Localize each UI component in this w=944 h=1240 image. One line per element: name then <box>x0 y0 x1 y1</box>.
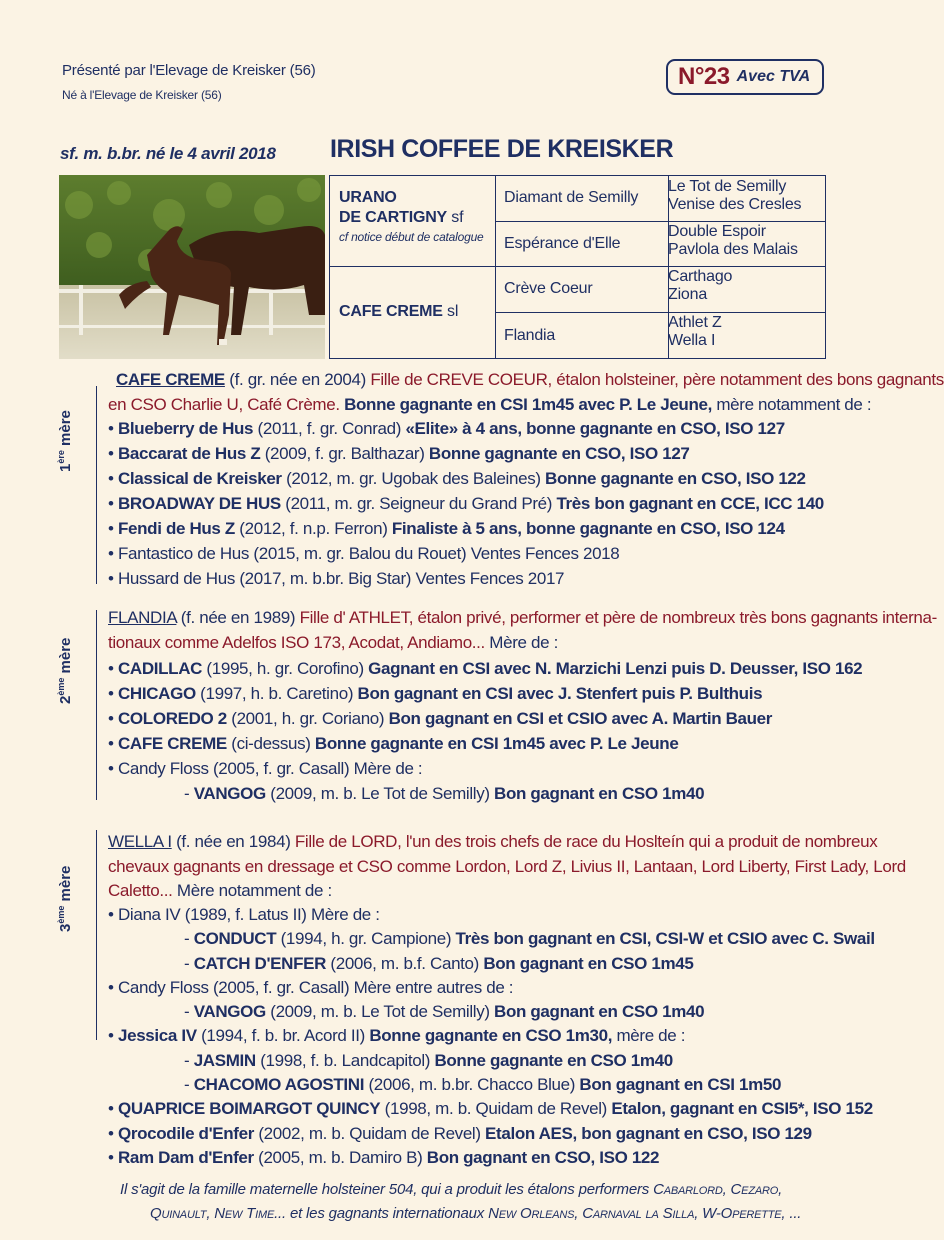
sire-name: URANO <box>339 189 397 206</box>
offspring-row <box>108 569 564 589</box>
offspring-name: CAFE CREME <box>117 734 227 753</box>
sire-note: cf notice début de catalogue <box>339 230 484 244</box>
offspring-performance: Finaliste à 5 ans, bonne gagnante en CSO, ISO 124 <box>391 519 785 538</box>
offspring-name: Classical de Kreisker <box>117 469 282 488</box>
offspring-name: Fantastico de Hus <box>117 544 250 563</box>
offspring-name: Baccarat de Hus Z <box>117 444 261 463</box>
offspring-performance: Gagnant en CSI avec N. Marzichi Lenzi puis D. Deusser, ISO 162 <box>368 659 863 678</box>
m1-line-2: en CSO Charlie U, Café Crème. Bonne gagnante en CSI 1m45 avec P. Le Jeune, mère notamment de : <box>108 395 872 414</box>
ds-name: Crève Coeur <box>504 280 593 297</box>
offspring-performance: Très bon gagnant en CCE, ICC 140 <box>556 494 824 513</box>
m3-vangog: - VANGOG (2009, m. b. Le Tot de Semilly) Bon gagnant en CSO 1m40 <box>184 1002 705 1021</box>
m2-candy: • Candy Floss (2005, f. gr. Casall) Mère de : <box>108 759 423 778</box>
m2-line-2: tionaux comme Adelfos ISO 173, Acodat, Andiamo... Mère de : <box>108 633 558 652</box>
m3-candy: • Candy Floss (2005, f. gr. Casall) Mère entre autres de : <box>108 978 514 997</box>
rank-rule-3 <box>96 830 97 1040</box>
dds-name: Athlet Z <box>668 314 722 331</box>
sss-name: Le Tot de Semilly <box>668 178 787 195</box>
m3-quaprice: • QUAPRICE BOIMARGOT QUINCY (1998, m. b. Quidam de Revel) Etalon, gagnant en CSI5*, ISO 152 <box>108 1099 873 1118</box>
offspring-info: (ci-dessus) <box>226 734 315 753</box>
bullet-icon: • <box>108 444 114 463</box>
bullet-icon: • <box>108 684 114 703</box>
bullet-icon: • <box>108 709 114 728</box>
sd-name: Espérance d'Elle <box>504 235 621 252</box>
bullet-icon: • <box>108 469 114 488</box>
offspring-performance: Ventes Fences 2017 <box>415 569 565 588</box>
bullet-icon: • <box>108 569 114 588</box>
bullet-icon: • <box>108 734 114 753</box>
rank-label-3: 3ème mère <box>56 865 74 932</box>
ssd-name: Venise des Cresles <box>668 196 802 213</box>
dd-cell <box>495 312 669 359</box>
offspring-info: (2001, h. gr. Coriano) <box>226 709 389 728</box>
horse-photo-illustration <box>59 175 325 359</box>
offspring-info: (2012, m. gr. Ugobak des Baleines) <box>281 469 546 488</box>
ss-name: Diamant de Semilly <box>504 189 639 206</box>
bullet-icon: • <box>108 419 114 438</box>
offspring-name: CHICAGO <box>117 684 196 703</box>
offspring-name: Fendi de Hus Z <box>117 519 235 538</box>
dss-name: Carthago <box>668 268 733 285</box>
ddd-name: Wella I <box>668 332 716 349</box>
offspring-row <box>108 544 619 564</box>
offspring-info: (1997, h. b. Caretino) <box>195 684 358 703</box>
offspring-performance: «Elite» à 4 ans, bonne gagnante en CSO, ISO 127 <box>405 419 785 438</box>
offspring-row <box>108 734 678 754</box>
offspring-performance: Ventes Fences 2018 <box>470 544 620 563</box>
offspring-performance: Bon gagnant en CSI avec J. Stenfert puis P. Bulthuis <box>357 684 763 703</box>
offspring-name: COLOREDO 2 <box>117 709 227 728</box>
bullet-icon: • <box>108 519 114 538</box>
offspring-performance: Bonne gagnante en CSI 1m45 avec P. Le Jeune <box>314 734 679 753</box>
offspring-info: (2011, m. gr. Seigneur du Grand Pré) <box>280 494 557 513</box>
bullet-icon: • <box>108 544 114 563</box>
footer-line-2: Quinault, New Time... et les gagnants internationaux New Orleans, Carnaval la Silla, W-Operette, ... <box>150 1205 802 1222</box>
sdd-name: Pavlola des Malais <box>668 241 798 258</box>
dam-cell <box>329 266 496 359</box>
lot-badge <box>666 59 824 95</box>
lot-vat: Avec TVA <box>736 68 811 85</box>
offspring-performance: Bonne gagnante en CSO, ISO 122 <box>545 469 806 488</box>
dd-gp-cell <box>668 312 826 359</box>
m3-chacomo: - CHACOMO AGOSTINI (2006, m. b.br. Chacco Blue) Bon gagnant en CSI 1m50 <box>184 1075 782 1094</box>
bullet-icon: • <box>108 494 114 513</box>
rank-label-1: 1ère mère <box>56 410 74 472</box>
offspring-row <box>108 659 862 679</box>
sire-cell <box>329 175 496 267</box>
m3-jasmin: - JASMIN (1998, f. b. Landcapitol) Bonne gagnante en CSO 1m40 <box>184 1051 673 1070</box>
offspring-name: BROADWAY DE HUS <box>117 494 281 513</box>
offspring-row <box>108 469 806 489</box>
offspring-row <box>108 494 824 514</box>
offspring-name: CADILLAC <box>117 659 203 678</box>
presenter-text: Présenté par l'Elevage de Kreisker (56) <box>62 62 316 79</box>
horse-photo <box>59 175 325 359</box>
m3-catch: - CATCH D'ENFER (2006, m. b.f. Canto) Bon gagnant en CSO 1m45 <box>184 954 694 973</box>
offspring-performance: Bon gagnant en CSI et CSIO avec A. Martin Bauer <box>388 709 773 728</box>
m2-line-1: FLANDIA (f. née en 1989) Fille d' ATHLET, étalon privé, performer et père de nombreux très bons gagnants interna- <box>108 608 937 627</box>
dam-name: CAFE CREME <box>339 303 443 320</box>
offspring-row <box>108 419 785 439</box>
offspring-name: Hussard de Hus <box>117 569 235 588</box>
horse-meta: sf. m. b.br. né le 4 avril 2018 <box>60 144 276 163</box>
offspring-info: (2009, f. gr. Balthazar) <box>260 444 429 463</box>
ds-gp-cell <box>668 266 826 313</box>
sire-stud: sf <box>451 209 464 226</box>
offspring-info: (2015, m. gr. Balou du Rouet) <box>249 544 471 563</box>
sd-gp-cell <box>668 221 826 267</box>
m3-jessica: • Jessica IV (1994, f. b. br. Acord II) Bonne gagnante en CSO 1m30, mère de : <box>108 1026 686 1045</box>
m3-ramdam: • Ram Dam d'Enfer (2005, m. b. Damiro B) Bon gagnant en CSO, ISO 122 <box>108 1148 660 1167</box>
offspring-info: (1995, h. gr. Corofino) <box>202 659 369 678</box>
m3-line-2: chevaux gagnants en dressage et CSO comme Lordon, Lord Z, Livius II, Lantaan, Lord Liberty, First Lady, Lord <box>108 857 906 876</box>
m1-line-1: CAFE CREME (f. gr. née en 2004) Fille de CREVE COEUR, étalon holsteiner, père notamment des bons gagnants <box>116 370 944 389</box>
offspring-info: (2011, f. gr. Conrad) <box>253 419 406 438</box>
offspring-row <box>108 444 690 464</box>
dam-stud: sl <box>447 303 459 320</box>
m3-diana: • Diana IV (1989, f. Latus II) Mère de : <box>108 905 380 924</box>
m2-vangog: - VANGOG (2009, m. b. Le Tot de Semilly) Bon gagnant en CSO 1m40 <box>184 784 705 803</box>
horse-name: IRISH COFFEE DE KREISKER <box>330 135 674 163</box>
m3-conduct: - CONDUCT (1994, h. gr. Campione) Très bon gagnant en CSI, CSI-W et CSIO avec C. Swail <box>184 929 875 948</box>
m3-line-1: WELLA I (f. née en 1984) Fille de LORD, l'un des trois chefs de race du Hoslteín qui a produit de nombreux <box>108 832 878 851</box>
ds-cell <box>495 266 669 313</box>
born-text: Né à l'Elevage de Kreisker (56) <box>62 88 222 102</box>
offspring-row <box>108 519 785 539</box>
dsd-name: Ziona <box>668 286 708 303</box>
ss-cell <box>495 175 669 222</box>
sire-name-line2: DE CARTIGNY <box>339 209 448 226</box>
sd-cell <box>495 221 669 267</box>
sds-name: Double Espoir <box>668 223 766 240</box>
offspring-info: (2012, f. n.p. Ferron) <box>234 519 392 538</box>
pedigree-table <box>329 175 826 359</box>
offspring-row <box>108 709 772 729</box>
m3-qrocodile: • Qrocodile d'Enfer (2002, m. b. Quidam de Revel) Etalon AES, bon gagnant en CSO, ISO 129 <box>108 1124 812 1143</box>
dd-name: Flandia <box>504 327 556 344</box>
rank-label-2: 2ème mère <box>56 637 74 704</box>
offspring-info: (2017, m. b.br. Big Star) <box>234 569 416 588</box>
footer-line-1: Il s'agit de la famille maternelle holsteiner 504, qui a produit les étalons performers Cabarlord, Cezaro, <box>120 1181 783 1198</box>
m3-line-3: Caletto... Mère notamment de : <box>108 881 332 900</box>
lot-number: N°23 <box>678 63 730 90</box>
s-gp-cell <box>668 175 826 222</box>
offspring-name: Blueberry de Hus <box>117 419 254 438</box>
offspring-row <box>108 684 762 704</box>
offspring-performance: Bonne gagnante en CSO, ISO 127 <box>428 444 690 463</box>
rank-rule-2 <box>96 610 97 800</box>
rank-rule-1 <box>96 386 97 584</box>
bullet-icon: • <box>108 659 114 678</box>
